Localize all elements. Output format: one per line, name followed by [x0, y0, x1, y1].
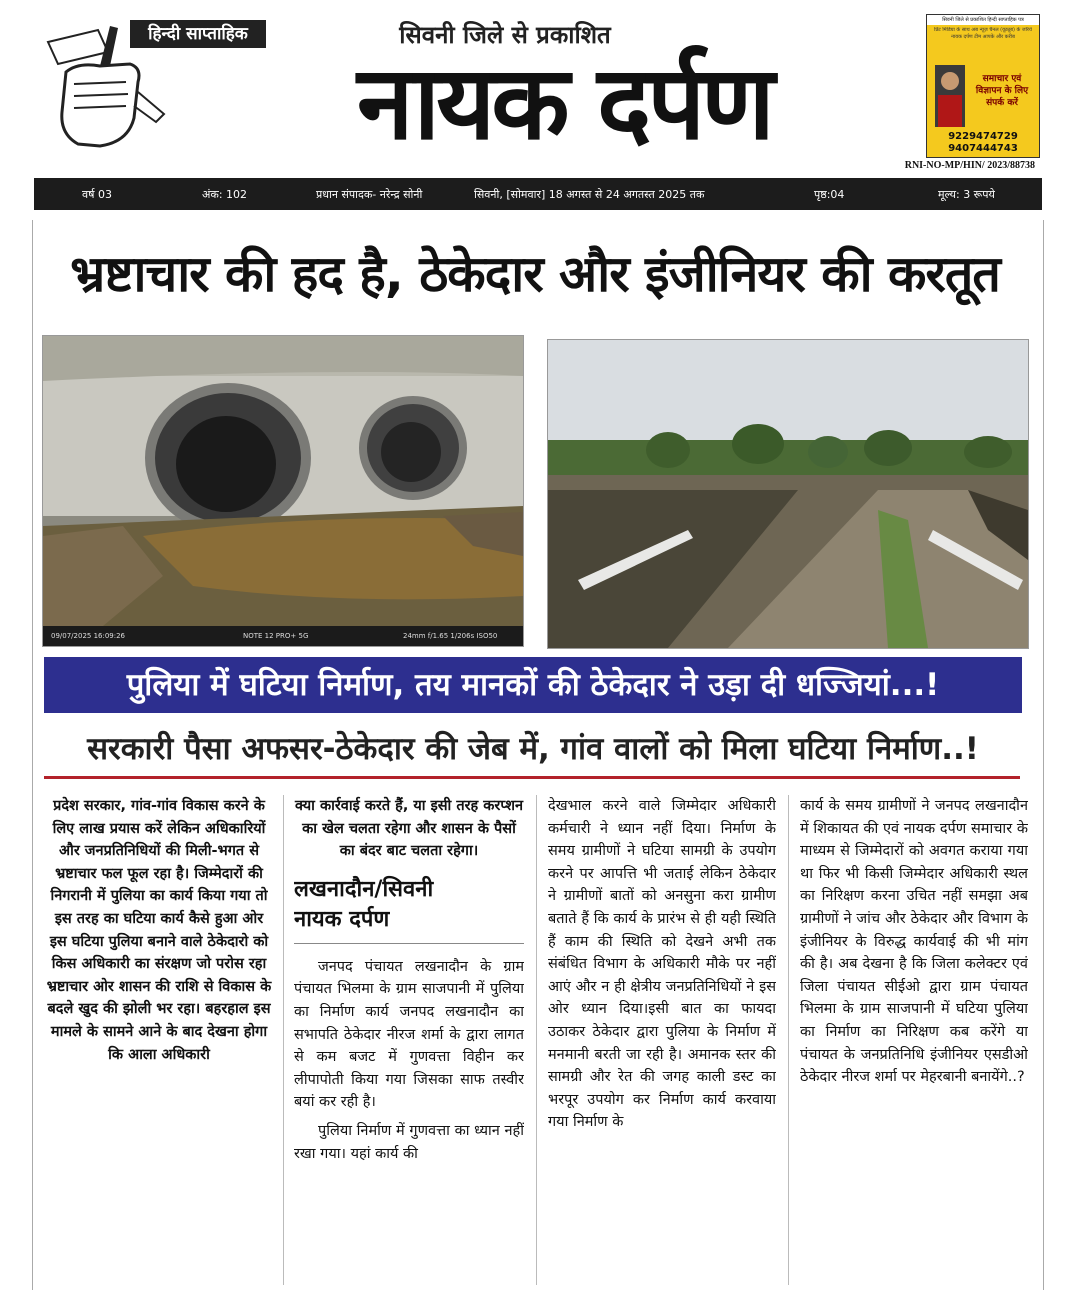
photo-caption-strip — [43, 626, 523, 646]
ad-box — [926, 14, 1040, 158]
article-column-1 — [46, 795, 272, 1290]
ad-portrait-image — [935, 65, 965, 127]
article-column-4 — [800, 795, 1028, 1290]
column-separator — [788, 795, 789, 1285]
weekly-tag: हिन्दी साप्ताहिक — [130, 20, 266, 48]
article-col2-body-2: पुलिया निर्माण में गुणवत्ता का ध्यान नहीं रखा गया। यहां कार्य की — [294, 1122, 524, 1162]
year: वर्ष 03 — [82, 188, 112, 201]
published-tag: सिवनी जिले से प्रकाशित — [399, 21, 611, 49]
photo-specs: 24mm f/1.65 1/206s ISO50 — [403, 632, 498, 640]
masthead — [0, 0, 1079, 218]
ad-sub: प्रिंट मिडिया के साथ अब न्यूज़ चैनल (यूट्यूब) के जरिये नायक दर्पण टीम आपके और करीब — [934, 27, 1032, 40]
subhead-secondary: सरकारी पैसा अफसर-ठेकेदार की जेब में, गांव वालों को मिला घटिया निर्माण..! — [87, 731, 979, 767]
culvert-photo — [42, 335, 524, 647]
ad-contact: समाचार एवं विज्ञापन के लिए संपर्क करें — [975, 74, 1029, 108]
dateline-source: नायक दर्पण — [294, 906, 390, 932]
headline: भ्रष्टाचार की हद है, ठेकेदार और इंजीनियर की करतूत — [70, 245, 1000, 303]
red-rule — [44, 776, 1020, 779]
ad-head: सिवनी जिले से प्रकाशित हिन्दी साप्ताहिक पत्र — [927, 15, 1039, 25]
photo-device: NOTE 12 PRO+ 5G — [243, 632, 309, 640]
article-col3-text: देखभाल करने वाले जिम्मेदार अधिकारी कर्मचारी ने ध्यान नहीं दिया। निर्माण के समय ग्रामीणों ने घटिया सामग्री के उपयोग करने पर आपत्ति भी जताई लेकिन ठेकेदार ने ग्रामीणों बातों को अनसुना करा ग्रामीण बताते हैं कि कार्य के प्रारंभ से ही यही स्थिति हैं काम की स्थिति को देखने अभी तक संबंधित विभाग के अधिकारी मौके पर नहीं आएं और न ही क्षेत्रीय जनप्रतिनिधियों ने इस ओर ध्यान दिया।इसी बात का फायदा उठाकर ठेकेदार द्वारा पुलिया के निर्माण में मनमानी बरती जा रही है। अमानक स्तर की सामग्री और रेत की जगह काली डस्ट का भरपूर उपयोग कर निर्माण कार्य करवाया गया निर्माण के — [548, 798, 776, 1131]
price: मूल्य: 3 रूपये — [938, 188, 995, 201]
ad-phone-2: 9407444743 — [948, 143, 1018, 154]
paper-name: नायक दर्पण — [357, 44, 771, 163]
article-col2-body: जनपद पंचायत लखनादौन के ग्राम पंचायत भिलमा के ग्राम साजपानी में पुलिया का निर्माण कार्य जनपद लखनादौन का सभापति ठेकेदार नीरज शर्मा के द्वारा लागत से कम बजट में गुणवत्ता विहीन कर लीपापोती किया गया जिसका साफ तस्वीर बयां कर रही है। — [294, 958, 524, 1111]
article-col4-text: कार्य के समय ग्रामीणों ने जनपद लखनादौन में शिकायत की एवं नायक दर्पण समाचार के माध्यम से जिम्मेदारों को अवगत कराया गया था फिर भी किसी जिम्मेदार अधिकारी स्थल का निरिक्षण करना उचित नहीं समझा अब ग्रामीणों ने जांच और ठेकेदार और विभाग के इंजीनियर के विरुद्ध कार्यवाई की भी मांग की है। अब देखना है कि जिला कलेक्टर एवं जिला पंचायत सीईओ द्वारा ग्राम पंचायत भिलमा के ग्राम साजपानी में घटिया पुलिया का निर्माण का निरिक्षण कब करेंगे या पंचायत के जनप्रतिनिधि इंजीनियर एसडीओ ठेकेदार नीरज शर्मा पर मेहरबानी बनायेंगे..? — [800, 798, 1028, 1086]
road-photo — [547, 339, 1029, 649]
article-column-3 — [548, 795, 776, 1290]
issue-number: अंक: 102 — [202, 188, 248, 201]
dateline-rule — [294, 943, 524, 944]
column-separator — [283, 795, 284, 1285]
editor: प्रधान संपादक- नरेन्द्र सोनी — [316, 188, 423, 201]
issue-date: सिवनी, [सोमवार] 18 अगस्त से 24 अगतस्त 2025 तक — [474, 188, 705, 201]
article-col1-text: प्रदेश सरकार, गांव-गांव विकास करने के लिए लाख प्रयास करें लेकिन अधिकारियों और जनप्रतिनिधियों की मिली-भगत से भ्रष्टाचार फल फूल रहा है। जिम्मेदारों की निगरानी में पुलिया का कार्य किया गया तो इस तरह का घटिया कार्य कैसे हुआ ओर इस घटिया पुलिया बनाने वाले ठेकेदारो को किस अधिकारी का संरक्षण जो परोस रहा भ्रष्टाचार ओर शासन की राशि से विकास के बदले खुद की झोली भर रहा। बहरहाल इस मामले के सामने आने के बाद देखना होगा कि आला अधिकारी — [46, 798, 272, 1063]
info-bar — [34, 178, 1042, 210]
page-number: पृष्ठ:04 — [814, 188, 845, 201]
dateline-place: लखनादौन/सिवनी — [294, 876, 434, 902]
rni-number: RNI-NO-MP/HIN/ 2023/88738 — [904, 160, 1035, 171]
column-separator — [536, 795, 537, 1285]
ad-phone-1: 9229474729 — [948, 131, 1018, 142]
dateline — [294, 875, 524, 935]
photo-timestamp: 09/07/2025 16:09:26 — [51, 632, 126, 640]
article-column-2 — [294, 795, 524, 1290]
article-col2-intro: क्या कार्रवाई करते हैं, या इसी तरह करप्शन का खेल चलता रहेगा और शासन के पैसों का बंदर बाट चलता रहेगा। — [294, 798, 524, 860]
subhead-banner: पुलिया में घटिया निर्माण, तय मानकों की ठेकेदार ने उड़ा दी धज्जियां...! — [44, 657, 1022, 713]
